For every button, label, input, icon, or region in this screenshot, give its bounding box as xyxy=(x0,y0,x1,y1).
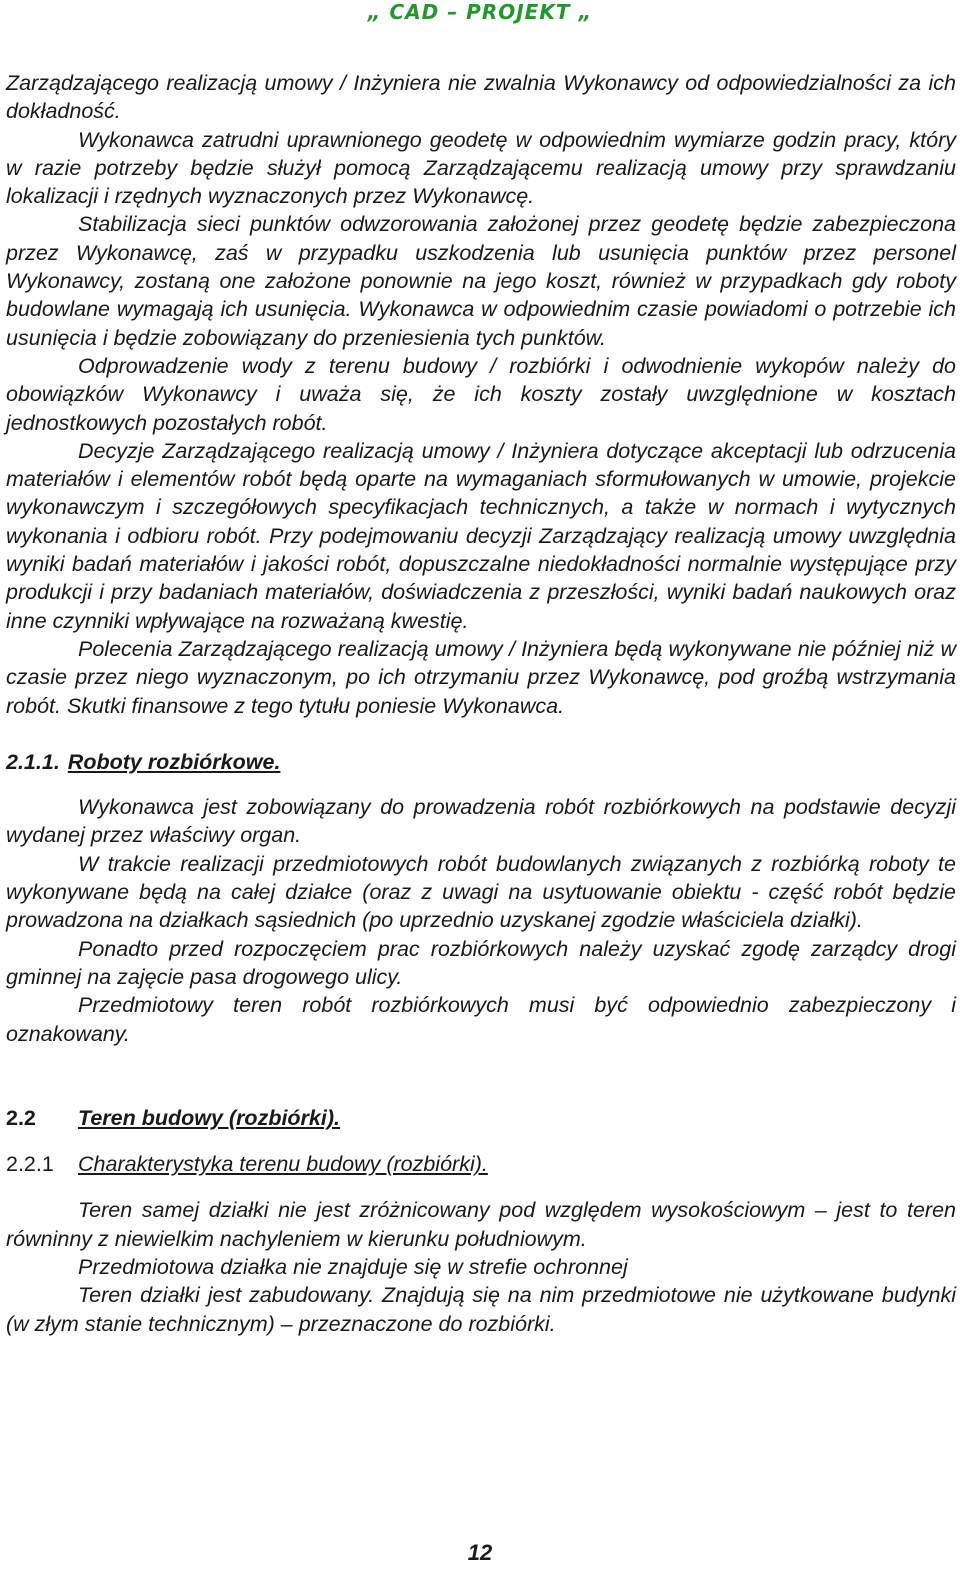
paragraph: Wykonawca jest zobowiązany do prowadzenia robót rozbiórkowych na podstawie decyzji wydanej przez właściwy organ. xyxy=(6,795,956,848)
paragraph: Przedmiotowa działka nie znajduje się w strefie ochronnej xyxy=(78,1254,628,1279)
section-heading-2-1-1 xyxy=(6,748,956,776)
section-number: 2.2.1 xyxy=(6,1152,54,1177)
section-heading-2-2 xyxy=(6,1104,956,1132)
document-body xyxy=(6,69,956,1338)
paragraph: Zarządzającego realizacją umowy / Inżyniera nie zwalnia Wykonawcy od odpowiedzialności za ich dokładność. xyxy=(6,71,956,124)
paragraph: Teren samej działki nie jest zróżnicowany pod względem wysokościowym – jest to teren równinny z niewielkim nachyleniem w kierunku południowym. xyxy=(6,1198,956,1251)
page-number: 12 xyxy=(467,1540,493,1565)
paragraph: Wykonawca zatrudni uprawnionego geodetę w odpowiednim wymiarze godzin pracy, który w razie potrzeby będzie służył pomocą Zarządzającemu realizacją umowy przy sprawdzaniu lokalizacji i rzędnych wyznaczonych przez Wykonawcę. xyxy=(6,127,956,209)
paragraph: Ponadto przed rozpoczęciem prac rozbiórkowych należy uzyskać zgodę zarządcy drogi gminnej na zajęcie pasa drogowego ulicy. xyxy=(6,936,956,989)
section-number: 2.1.1. xyxy=(6,749,60,774)
paragraph: W trakcie realizacji przedmiotowych robót budowlanych związanych z rozbiórką roboty te wykonywane będą na całej działce (oraz z uwagi na usytuowanie obiektu - część robót będzie prowadzona na działkach sąsiednich (po uprzednio uzyskanej zgodzie właściciela działki). xyxy=(6,851,956,933)
paragraph: Odprowadzenie wody z terenu budowy / rozbiórki i odwodnienie wykopów należy do obowiązków Wykonawcy i uważa się, że ich koszty zostały uwzględnione w kosztach jednostkowych pozostałych robót. xyxy=(6,353,956,435)
paragraph: Stabilizacja sieci punktów odwzorowania założonej przez geodetę będzie zabezpieczona przez Wykonawcę, zaś w przypadku uszkodzenia lub usunięcia punktów przez personel Wykonawcy, zostaną one założone ponownie na jego koszt, również w przypadkach gdy roboty budowlane wymagają ich usunięcia. Wykonawca w odpowiednim czasie powiadomi o potrzebie ich usunięcia i będzie zobowiązany do przeniesienia tych punktów. xyxy=(6,212,956,350)
section-heading-2-2-1 xyxy=(6,1150,956,1178)
section-number: 2.2 xyxy=(6,1105,36,1130)
paragraph: Decyzje Zarządzającego realizacją umowy / Inżyniera dotyczące akceptacji lub odrzucenia materiałów i elementów robót będą oparte na wymaganiach sformułowanych w umowie, projekcie wykonawczym i szczegółowych specyfikacjach technicznych, a także w normach i wytycznych wykonania i odbioru robót. Przy podejmowaniu decyzji Zarządzający realizacją umowy uwzględnia wyniki badań materiałów i jakości robót, dopuszczalne niedokładności normalnie występujące przy produkcji i przy badaniach materiałów, doświadczenia z przeszłości, wyniki badań naukowych oraz inne czynniki wpływające na rozważaną kwestię. xyxy=(6,438,956,633)
paragraph: Przedmiotowy teren robót rozbiórkowych musi być odpowiednio zabezpieczony i oznakowany. xyxy=(6,993,956,1046)
paragraph: Teren działki jest zabudowany. Znajdują się na nim przedmiotowe nie użytkowane budynki (w złym stanie technicznym) – przeznaczone do rozbiórki. xyxy=(6,1283,956,1336)
section-title: Charakterystyka terenu budowy (rozbiórki). xyxy=(78,1152,488,1177)
section-title: Roboty rozbiórkowe. xyxy=(67,749,281,774)
section-title: Teren budowy (rozbiórki). xyxy=(78,1105,340,1130)
paragraph: Polecenia Zarządzającego realizacją umowy / Inżyniera będą wykonywane nie później niż w czasie przez niego wyznaczonym, po ich otrzymaniu przez Wykonawcę, pod groźbą wstrzymania robót. Skutki finansowe z tego tytułu poniesie Wykonawca. xyxy=(6,636,956,718)
page-header: „ CAD – PROJEKT „ xyxy=(367,0,593,24)
